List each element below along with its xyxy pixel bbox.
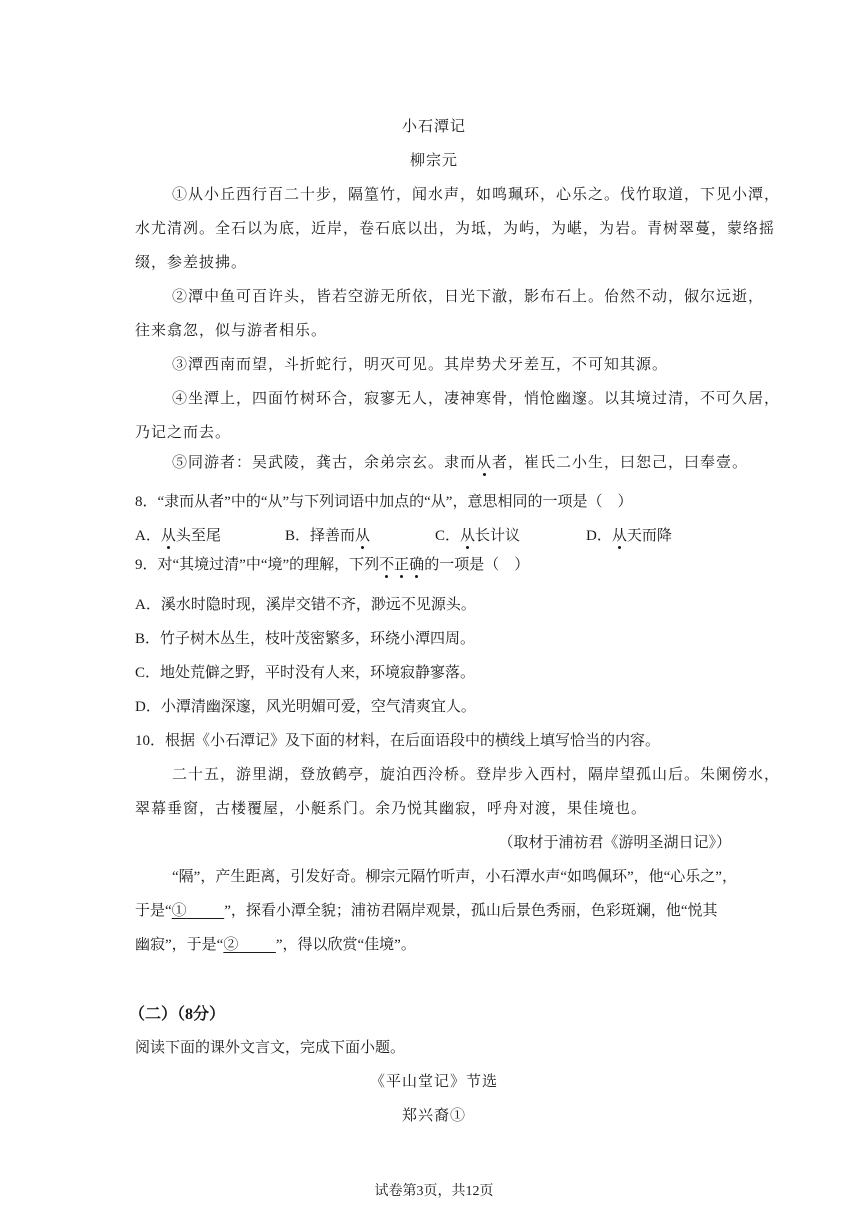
q9-option-b[interactable]: B．竹子树木丛生，枝叶茂密繁多，环绕小潭四周。 bbox=[135, 631, 476, 647]
blank-2[interactable]: ② bbox=[223, 937, 239, 953]
q8-option-a[interactable]: A．从头至尾 bbox=[135, 528, 221, 544]
material-line: 翠幕垂窗，古楼覆屋，小艇系门。余乃悦其幽寂，呼舟对渡，果佳境也。 bbox=[135, 799, 648, 817]
passage-line: ③潭西南而望，斗折蛇行，明灭可见。其岸势犬牙差互，不可知其源。 bbox=[172, 355, 669, 373]
q9-option-c[interactable]: C．地处荒僻之野，平时没有人来，环境寂静寥落。 bbox=[135, 665, 476, 681]
question-8-stem: 8．“隶而从者”中的“从”与下列词语中加点的“从”，意思相同的一项是（ ） bbox=[135, 494, 633, 510]
section-instruction: 阅读下面的课外文言文，完成下面小题。 bbox=[135, 1040, 406, 1056]
q8-option-b[interactable]: B．择善而从 bbox=[285, 528, 371, 544]
passage-line: 缀，参差披拂。 bbox=[135, 253, 248, 271]
passage-line: ①从小丘西行百二十步，隔篁竹，闻水声，如鸣珮环，心乐之。伐竹取道，下见小潭， bbox=[172, 185, 781, 203]
q8-option-c[interactable]: C．从长计议 bbox=[435, 528, 521, 544]
passage-line: 水尤清冽。全石以为底，近岸，卷石底以出，为坻，为屿，为嵁，为岩。青树翠蔓，蒙络摇 bbox=[135, 219, 776, 237]
material-source: （取材于浦祊君《游明圣湖日记》） bbox=[498, 835, 731, 851]
passage2-author: 郑兴裔① bbox=[401, 1106, 466, 1124]
section-heading: （二）（8分） bbox=[129, 1006, 226, 1023]
answer-paragraph-line: “隔”，产生距离，引发好奇。柳宗元隔竹听声，小石潭水声“如鸣佩环”，他“心乐之”， bbox=[172, 869, 737, 885]
question-9-stem: 9．对“其境过清”中“境”的理解，下列不正确的一项是（ ） bbox=[135, 557, 530, 573]
passage-line: 往来翕忽，似与游者相乐。 bbox=[135, 321, 328, 339]
answer-paragraph-line: 幽寂”，于是“② ”，得以欣赏“佳境”。 bbox=[135, 937, 416, 953]
blank-1[interactable]: ① bbox=[171, 903, 187, 919]
passage-line: ⑤同游者：吴武陵，龚古，余弟宗玄。隶而从者，崔氏二小生，曰恕己，曰奉壹。 bbox=[172, 453, 749, 471]
answer-paragraph-line: 于是“① ”，探看小潭全貌；浦祊君隔岸观景，孤山后景色秀丽，色彩斑斓，他“悦其 bbox=[135, 903, 718, 919]
question-10-stem: 10．根据《小石潭记》及下面的材料，在后面语段中的横线上填写恰当的内容。 bbox=[135, 733, 661, 749]
q8-option-d[interactable]: D．从天而降 bbox=[586, 528, 672, 544]
q9-option-a[interactable]: A．溪水时隐时现，溪岸交错不齐，渺远不见源头。 bbox=[135, 597, 476, 613]
passage-author: 柳宗元 bbox=[409, 151, 458, 169]
passage-title: 小石潭记 bbox=[401, 117, 466, 135]
passage-line: ④坐潭上，四面竹树环合，寂寥无人，凄神寒骨，悄怆幽邃。以其境过清，不可久居， bbox=[172, 389, 781, 407]
emphasis-dot-char: 从 bbox=[476, 453, 493, 471]
q9-option-d[interactable]: D．小潭清幽深邃，风光明媚可爱，空气清爽宜人。 bbox=[135, 699, 476, 715]
material-line: 二十五，游里湖，登放鹤亭，旋泊西泠桥。登岸步入西村，隔岸望孤山后。朱阑傍水， bbox=[172, 765, 781, 783]
passage-line: 乃记之而去。 bbox=[135, 423, 232, 441]
page-footer: 试卷第3页，共12页 bbox=[374, 1184, 494, 1199]
passage2-title: 《平山堂记》节选 bbox=[369, 1072, 498, 1090]
passage-line: ②潭中鱼可百许头，皆若空游无所依，日光下澈，影布石上。佁然不动，俶尔远逝， bbox=[172, 287, 765, 305]
